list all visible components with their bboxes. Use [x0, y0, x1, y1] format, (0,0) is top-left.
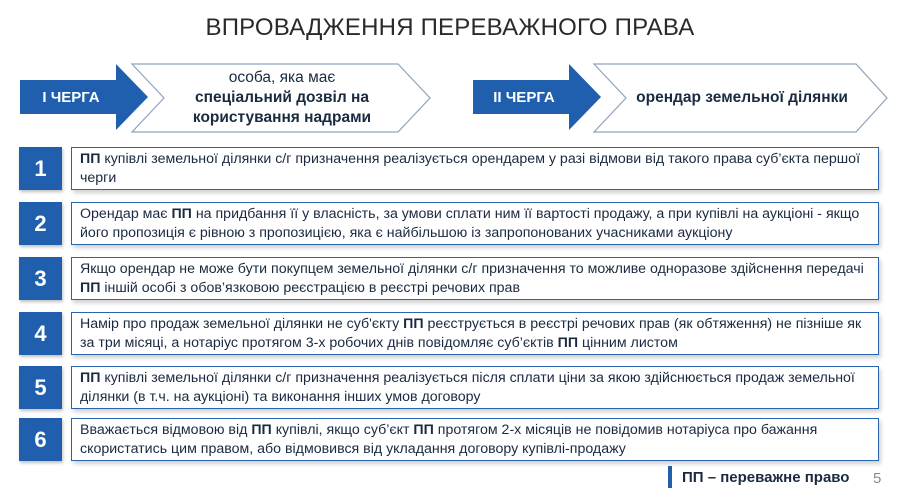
queue-1-description-chevron: [128, 62, 433, 134]
rule-row: [19, 202, 879, 245]
queue-1-line-1: особа, яка має: [228, 69, 336, 86]
rule-text-segment: реєструється в реєстрі речових прав (як обтяження) не пізніше як за три місяці, а нотаріус протягом 3-х робочих днів повідомляє суб’єктів: [80, 315, 862, 351]
rule-number: 3: [19, 257, 62, 300]
rule-text-segment: Орендар має: [80, 205, 172, 222]
queue-1-description: [166, 64, 398, 132]
legend: [668, 466, 849, 488]
rule-text-box: [71, 202, 879, 245]
queue-2-arrow: [473, 64, 603, 130]
queue-1-label: І ЧЕРГА: [42, 88, 100, 106]
rule-text-box: [71, 312, 879, 355]
slide-title: ВПРОВАДЖЕННЯ ПЕРЕВАЖНОГО ПРАВА: [205, 14, 695, 41]
queue-2-text: орендар земельної ділянки: [636, 89, 848, 106]
rule-number: 6: [19, 418, 62, 461]
queue-2-label: ІІ ЧЕРГА: [493, 88, 555, 106]
rule-text: [80, 421, 870, 459]
rule-text-box: [71, 257, 879, 300]
pp-abbreviation: ПП: [557, 334, 579, 351]
queue-1-arrow: [20, 64, 150, 130]
rule-text-segment: Якщо орендар не може бути покупцем земельної ділянки с/г призначення то можливе одноразове здійснення передачі: [80, 260, 864, 277]
rule-text-segment: протягом 2-х місяців не повідомив нотаріуса про бажання скористатись цим правом, або відмовився від укладання договору купівлі-продажу: [80, 421, 818, 457]
rule-text-segment: Вважається відмовою від: [80, 421, 252, 438]
rule-number: 5: [19, 366, 62, 409]
queue-1-line-3: користування надрами: [192, 109, 372, 126]
rule-row: [19, 147, 879, 190]
legend-bar: [668, 466, 672, 488]
pp-abbreviation: ПП: [171, 205, 192, 222]
legend-text: ПП – переважне право: [682, 468, 850, 486]
pp-abbreviation: ПП: [403, 315, 424, 332]
rule-text-box: [71, 147, 879, 190]
rule-row: [19, 418, 879, 461]
pp-abbreviation: ПП: [80, 150, 101, 167]
pp-abbreviation: ПП: [80, 279, 101, 296]
rule-text-segment: іншій особі з обов’язковою реєстрацією в реєстрі речових прав: [100, 279, 520, 296]
queue-1-line-2: спеціальний дозвіл на: [195, 89, 369, 106]
rule-number: 1: [19, 147, 62, 190]
rule-text-box: [71, 366, 879, 409]
rule-text: [80, 315, 870, 353]
queue-2-description-chevron: [590, 62, 890, 134]
rule-text: [80, 150, 870, 188]
rule-text-segment: купівлі земельної ділянки с/г призначення реалізується після сплати ціни за якою здійснюється продаж земельної ділянки (в т.ч. на аукціоні) та виконання інших умов договору: [80, 369, 855, 405]
rule-text-segment: Намір про продаж земельної ділянки не суб'єкту: [80, 315, 404, 332]
pp-abbreviation: ПП: [413, 421, 434, 438]
rule-row: [19, 257, 879, 300]
rule-text-segment: купівлі, якщо суб’єкт: [271, 421, 414, 438]
page-number: 5: [873, 470, 882, 487]
rule-text-box: [71, 418, 879, 461]
rule-row: [19, 312, 879, 355]
rule-text: [80, 369, 870, 407]
rule-text-segment: на придбання її у власність, за умови сплати ним її вартості продажу, а при купівлі на аукціоні - якщо його пропозиція є рівною з пропозицією, яка є найбільшою із запропонованих учасниками аукціону: [80, 205, 860, 241]
rule-text: [80, 205, 870, 243]
rule-number: 2: [19, 202, 62, 245]
rule-number: 4: [19, 312, 62, 355]
pp-abbreviation: ПП: [80, 369, 101, 386]
rule-text-segment: цінним листом: [578, 334, 678, 351]
pp-abbreviation: ПП: [251, 421, 272, 438]
rule-row: [19, 366, 879, 409]
rule-text-segment: купівлі земельної ділянки с/г призначення реалізується орендарем у разі відмови від такого права суб’єкта першої черги: [80, 150, 861, 186]
queue-2-description: [628, 64, 856, 132]
rule-text: [80, 260, 870, 298]
